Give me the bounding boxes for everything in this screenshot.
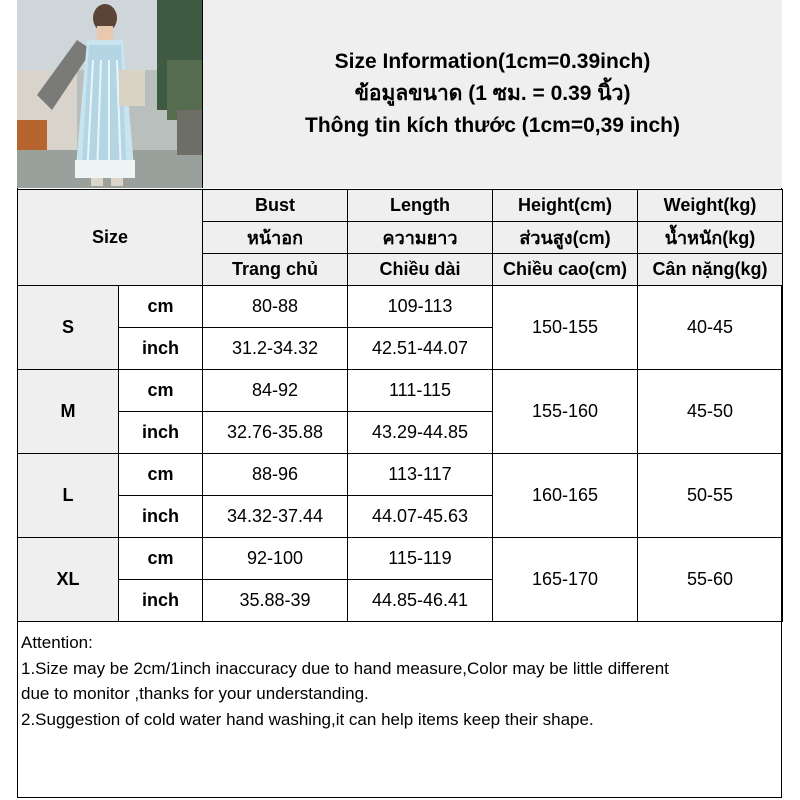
size-cell: M [18,370,119,454]
unit-cm: cm [119,454,203,496]
header-bust-thai: หน้าอก [203,222,348,254]
notes-heading: Attention: [21,633,93,652]
product-photo [17,0,203,188]
bust-cm: 92-100 [203,538,348,580]
attention-notes [21,630,776,732]
note-line: due to monitor ,thanks for your understanding. [21,684,369,703]
height-value: 150-155 [493,286,638,370]
header-bust: Bust [203,190,348,222]
height-value: 155-160 [493,370,638,454]
length-inch: 42.51-44.07 [348,328,493,370]
weight-value: 40-45 [638,286,783,370]
table-row [18,370,783,412]
height-value: 165-170 [493,538,638,622]
product-photo-illustration [17,0,202,188]
unit-inch: inch [119,496,203,538]
header-weight-thai: น้ำหนัก(kg) [638,222,783,254]
bust-inch: 35.88-39 [203,580,348,622]
length-inch: 44.85-46.41 [348,580,493,622]
unit-inch: inch [119,328,203,370]
title-thai: ข้อมูลขนาด (1 ซม. = 0.39 นิ้ว) [354,82,631,105]
length-inch: 43.29-44.85 [348,412,493,454]
header-weight: Weight(kg) [638,190,783,222]
height-value: 160-165 [493,454,638,538]
unit-cm: cm [119,538,203,580]
note-line: 2.Suggestion of cold water hand washing,it can help items keep their shape. [21,709,594,729]
length-inch: 44.07-45.63 [348,496,493,538]
bust-cm: 84-92 [203,370,348,412]
table-row [18,538,783,580]
header-length: Length [348,190,493,222]
header-length-vietnamese: Chiều dài [348,254,493,286]
bust-inch: 31.2-34.32 [203,328,348,370]
title-box [203,0,782,188]
table-row [18,454,783,496]
bust-cm: 88-96 [203,454,348,496]
weight-value: 55-60 [638,538,783,622]
bust-inch: 32.76-35.88 [203,412,348,454]
bust-inch: 34.32-37.44 [203,496,348,538]
header-length-thai: ความยาว [348,222,493,254]
length-cm: 115-119 [348,538,493,580]
size-table [17,189,783,622]
header-row-english [18,190,783,222]
weight-value: 45-50 [638,370,783,454]
title-english: Size Information(1cm=0.39inch) [334,50,651,73]
length-cm: 109-113 [348,286,493,328]
title-vietnamese: Thông tin kích thước (1cm=0,39 inch) [305,114,680,137]
size-cell: XL [18,538,119,622]
size-header: Size [18,190,203,286]
unit-cm: cm [119,286,203,328]
size-cell: L [18,454,119,538]
length-cm: 111-115 [348,370,493,412]
size-cell: S [18,286,119,370]
header-bust-vietnamese: Trang chủ [203,254,348,286]
unit-cm: cm [119,370,203,412]
bust-cm: 80-88 [203,286,348,328]
table-row [18,286,783,328]
unit-inch: inch [119,412,203,454]
weight-value: 50-55 [638,454,783,538]
header-height-vietnamese: Chiều cao(cm) [493,254,638,286]
length-cm: 113-117 [348,454,493,496]
header-height-thai: ส่วนสูง(cm) [493,222,638,254]
note-line: 1.Size may be 2cm/1inch inaccuracy due to hand measure,Color may be little different [21,658,669,678]
top-section [17,0,782,190]
header-weight-vietnamese: Cân nặng(kg) [638,254,783,286]
unit-inch: inch [119,580,203,622]
header-height: Height(cm) [493,190,638,222]
